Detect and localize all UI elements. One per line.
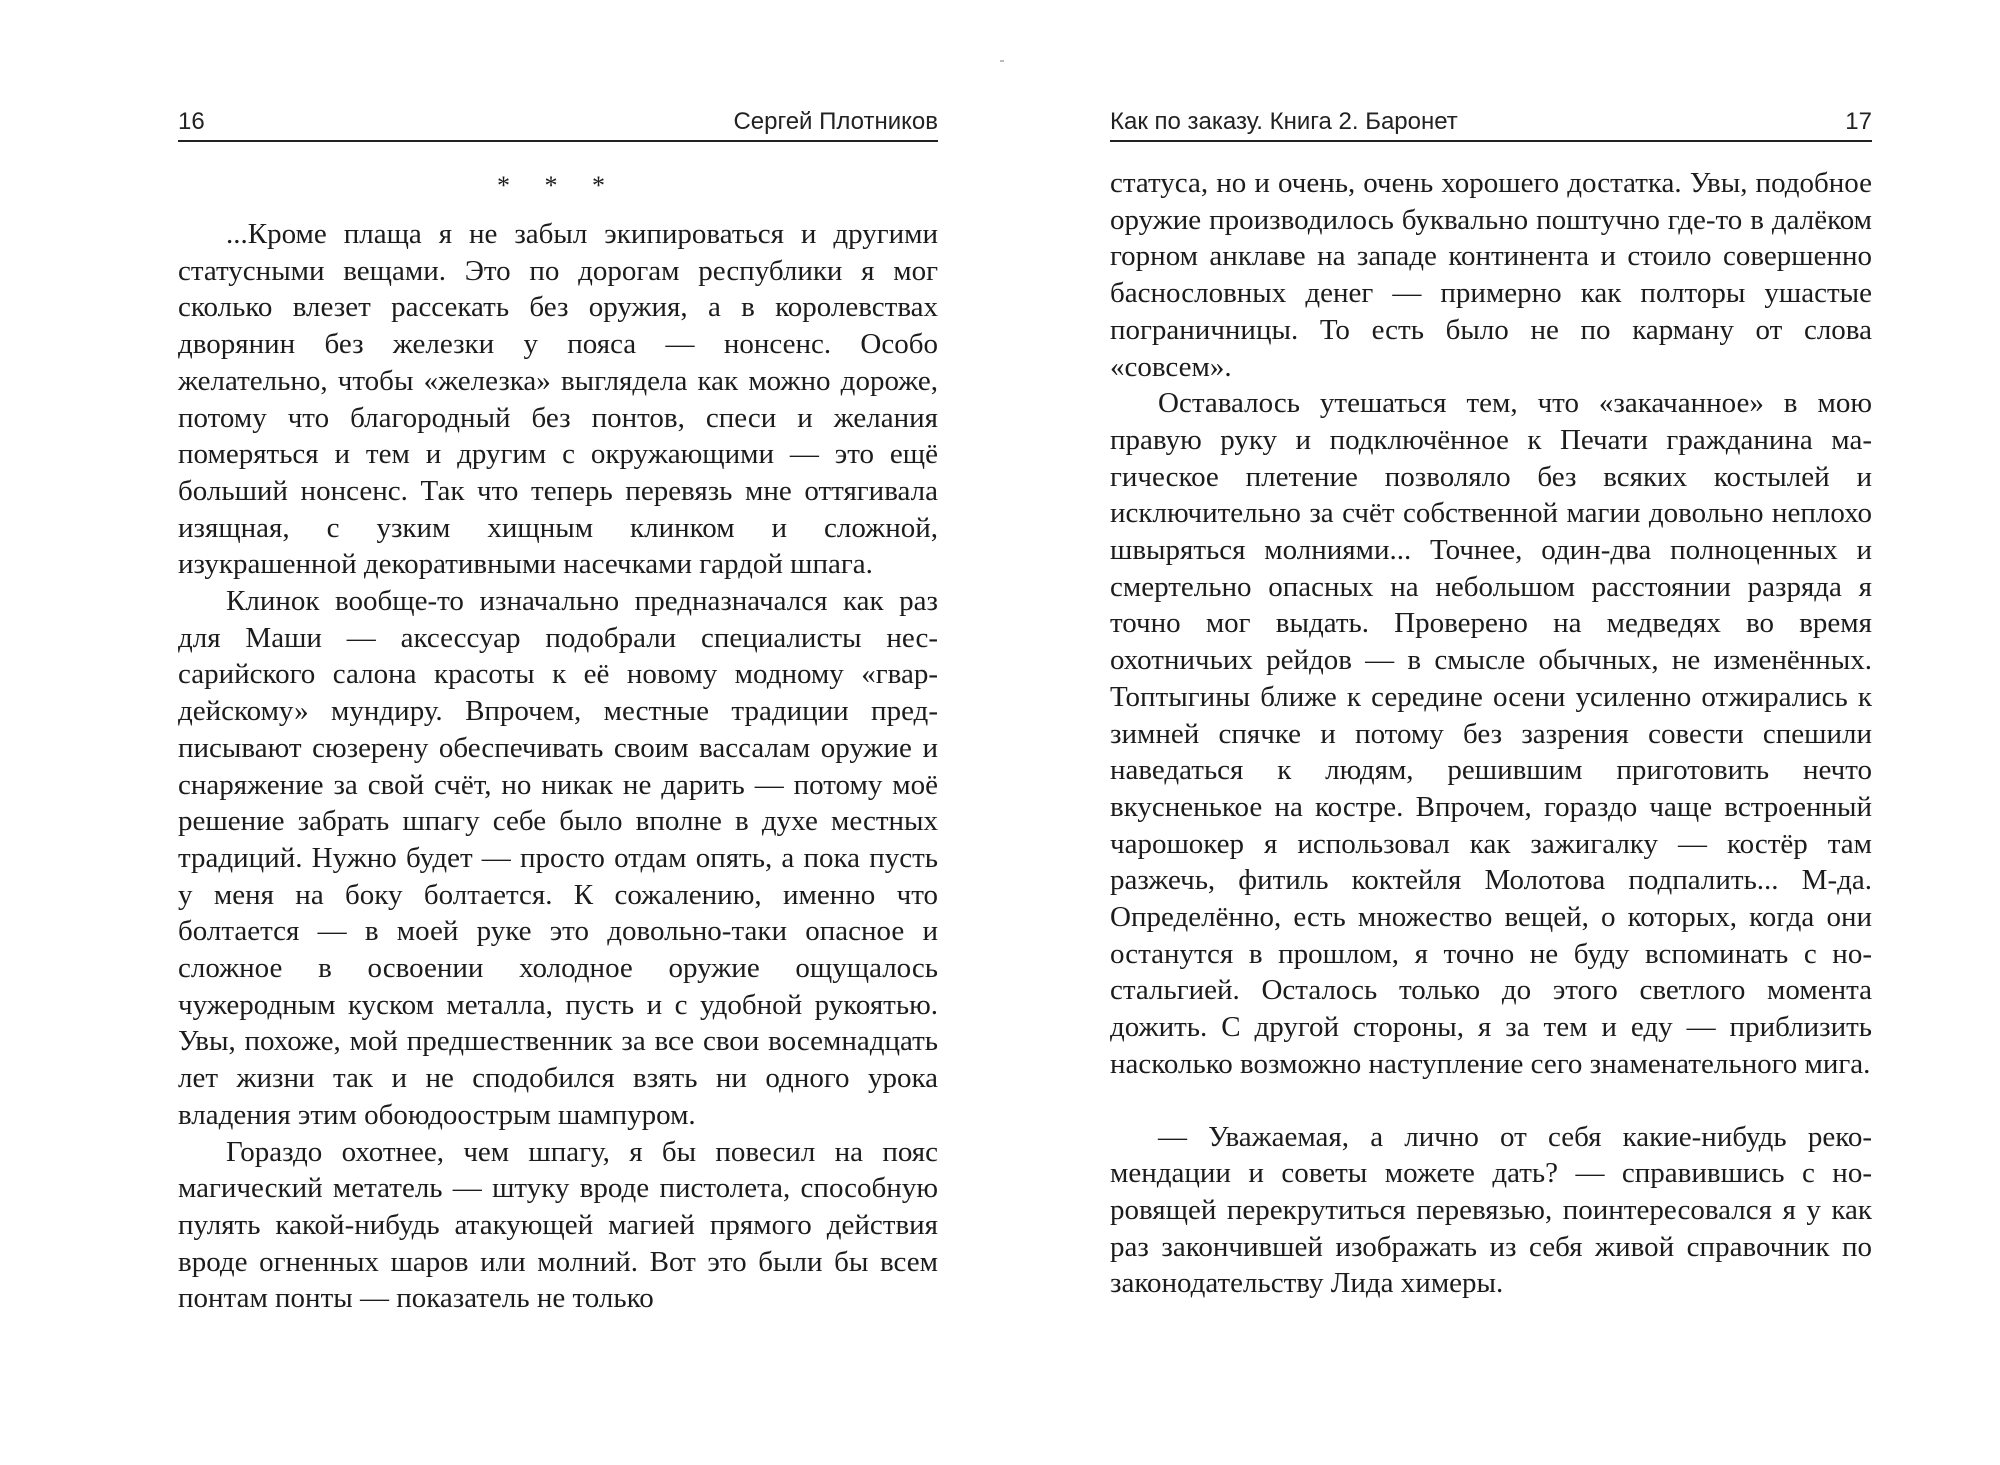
paragraph: Гораздо охотнее, чем шпагу, я бы повесил на пояс магический метатель — штуку вроде пистолета, способную пулять какой-нибудь атакующей магией прямого действия вроде огненных шаров или молний. Вот это были бы всем понтам понты — показатель не только — [178, 1135, 938, 1315]
left-page-author: Сергей Плотников — [733, 108, 938, 135]
right-page-body — [1110, 165, 1872, 1302]
right-page — [1000, 0, 2000, 1465]
scan-mark — [1000, 60, 1004, 62]
right-page-header — [1110, 96, 1872, 142]
right-page-title: Как по заказу. Книга 2. Баронет — [1110, 108, 1458, 135]
paragraph: Оставалось утешаться тем, что «закачанное» в мою правую руку и подключённое к Печати гражданина магическое плетение позволяло без всяких костылей и исключительно за счёт собственной магии довольно неплохо швыряться молниями... Точнее, один-два полноценных и смертельно опасных на небольшом расстоянии разряда я точно мог выдать. Проверено на медведях во время охотничьих рейдов — в смысле обычных, не изменённых. Топтыгины ближе к середине осени усиленно отжирались к зимней спячке и потому без зазрения совести спешили наведаться к людям, решившим приготовить нечто вкусненькое на костре. Впрочем, гораздо чаще встроенный чарошокер я использовал как зажигалку — костёр там разжечь, фитиль коктейля Молотова подпалить... М-да. Определённо, есть множество вещей, о которых, когда они останутся в прошлом, я точно не буду вспоминать с ностальгией. Осталось только до этого светлого момента дожить. С другой стороны, я за тем и еду — приблизить насколько возможно наступление сего знаменательного мига. — [1110, 387, 1872, 1080]
left-page-number: 16 — [178, 108, 205, 135]
paragraph: — Уважаемая, а лично от себя какие-нибудь рекомендации и советы можете дать? — справившись с норовящей перекрутиться перевязью, поинтересовался я у как раз закончившей изображать из себя живой справочник по законодательству Лида химеры. — [1110, 1120, 1872, 1300]
paragraph: Клинок вообще-то изначально предназначался как раз для Маши — аксессуар подобрали специалисты нессарийского салона красоты к её новому модному «гвардейскому» мундиру. Впрочем, местные традиции предписывают сюзерену обеспечивать своим вассалам оружие и снаряжение за свой счёт, но никак не дарить — потому моё решение забрать шпагу себе было вполне в духе местных традиций. Нужно будет — просто отдам опять, а пока пусть у меня на боку болтается. К сожалению, именно что болтается — в моей руке это довольно-таки опасное и сложное в освоении холодное оружие ощущалось чужеродным куском металла, пусть и с удобной рукоятью. Увы, похоже, мой предшественник за все свои восемнадцать лет жизни так и не сподобился взять ни одного урока владения этим обоюдоострым шампуром. — [178, 585, 938, 1131]
section-separator: * * * — [497, 171, 619, 200]
paragraph: ...Кроме плаща я не забыл экипироваться и другими статусными вещами. Это по дорогам республики я мог сколько влезет рассекать без оружия, а в королевствах дворянин без железки у пояса — нонсенс. Особо желательно, чтобы «железка» выглядела как можно дороже, потому что благородный без понтов, спеси и желания померяться и тем и другим с окружающими — это ещё больший нонсенс. Так что теперь перевязь мне оттягивала изящная, с узким хищным клинком и сложной, изукрашенной декоративными насечками гардой шпага. — [178, 218, 938, 581]
right-page-number: 17 — [1845, 108, 1872, 135]
dialogue-break — [1110, 1083, 1872, 1119]
paragraph: статуса, но и очень, очень хорошего достатка. Увы, подобное оружие производилось буквально поштучно где-то в далёком горном анклаве на западе континента и стоило совершенно баснословных денег — примерно как полторы ушастые пограничницы. То есть было не по карману от слова «совсем». — [1110, 167, 1872, 383]
left-page-body — [178, 168, 938, 1317]
left-page-header — [178, 96, 938, 142]
